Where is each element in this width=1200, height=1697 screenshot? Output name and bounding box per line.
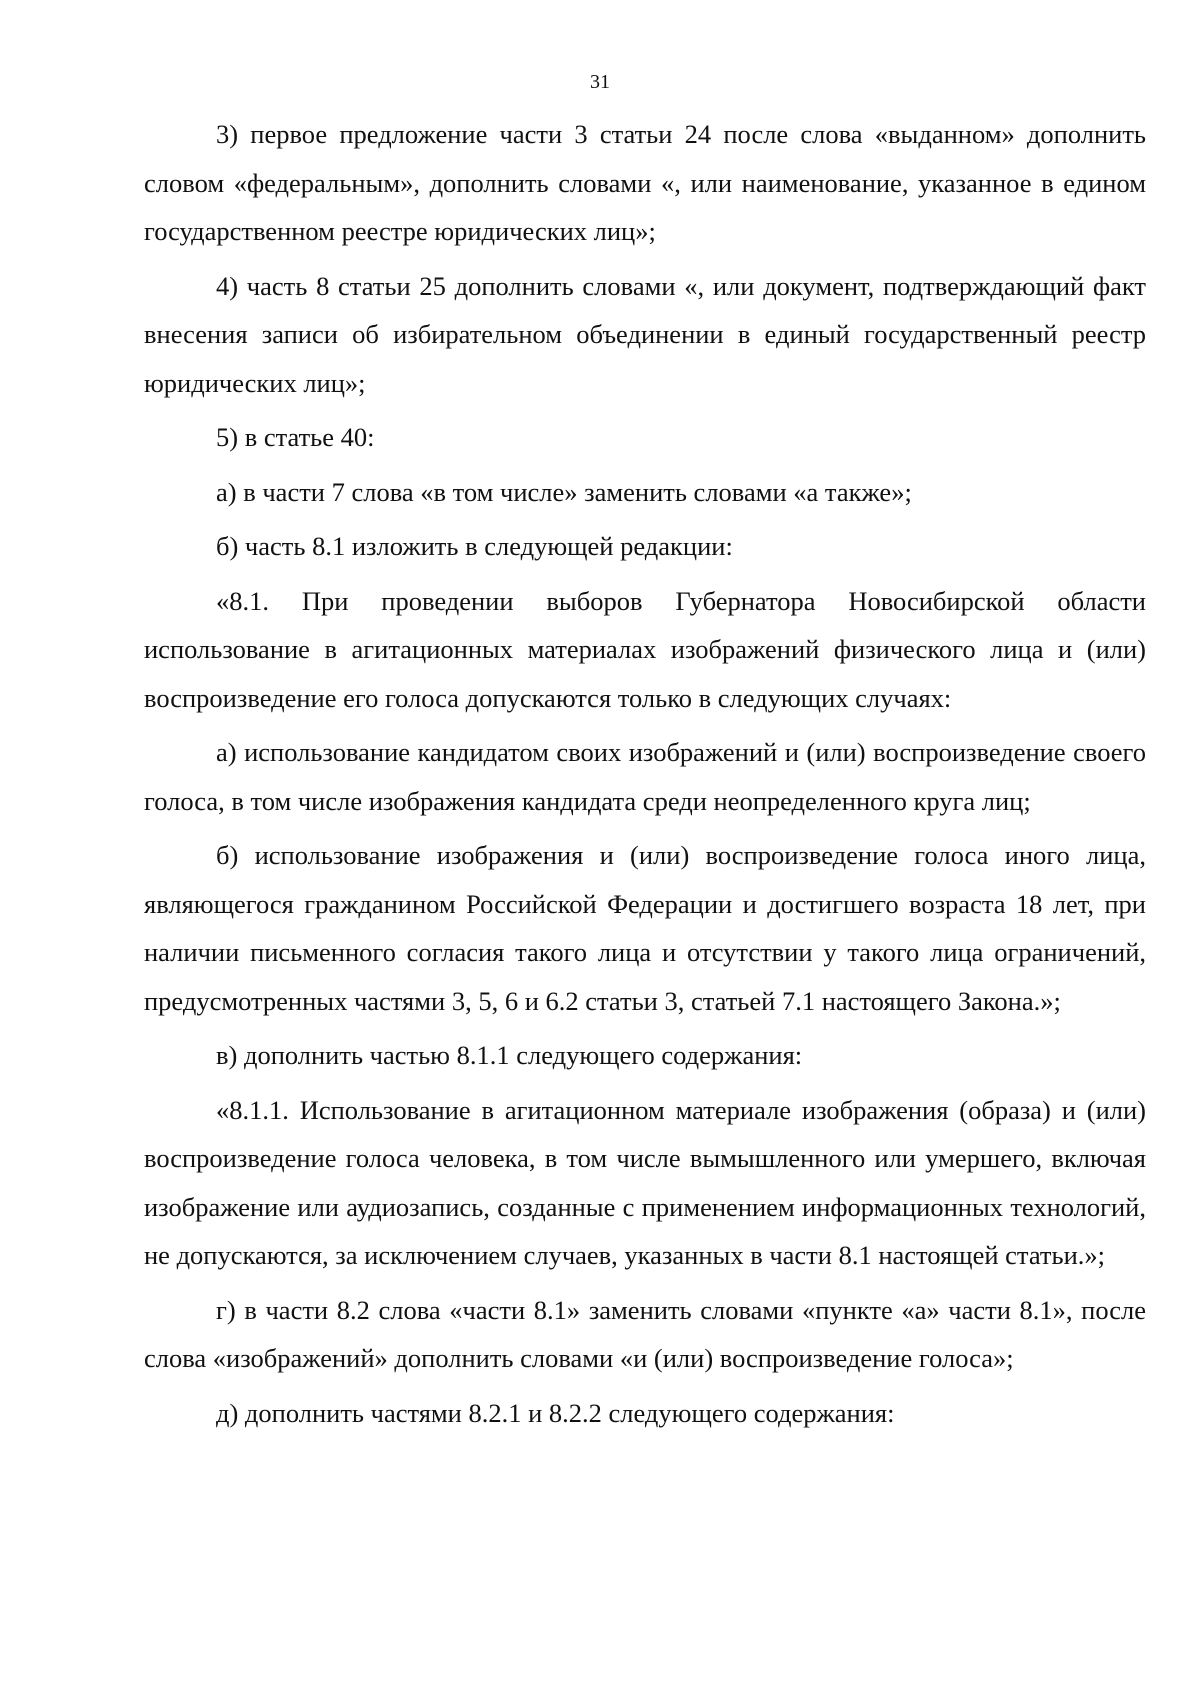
paragraph-subitem-b: б) часть 8.1 изложить в следующей редакции:: [216, 531, 733, 561]
page-number: 31: [590, 71, 610, 93]
paragraph-item-3: 3) первое предложение части 3 статьи 24 после слова «выданном» дополнить словом «федеральным», дополнить словами «, или наименование, указанное в едином государственном реестре юридических лиц»;: [144, 119, 1146, 246]
paragraph-subitem-d: д) дополнить частями 8.2.1 и 8.2.2 следующего содержания:: [216, 1397, 895, 1428]
paragraph-quote-8-1-1: «8.1.1. Использование в агитационном материале изображения (образа) и (или) воспроизведение голоса человека, в том числе вымышленного или умершего, включая изображение или аудиозапись, созданные с применением информационных технологий, не допускаются, за исключением случаев, указанных в части 8.1 настоящей статьи.»;: [144, 1094, 1146, 1270]
paragraph-subitem-a: а) в части 7 слова «в том числе» заменить словами «а также»;: [216, 476, 912, 507]
paragraph-quote-8-1-b: б) использование изображения и (или) воспроизведение голоса иного лица, являющегося гражданином Российской Федерации и достигшего возраста 18 лет, при наличии письменного согласия такого лица и отсутствии у такого лица ограничений, предусмотренных частями 3, 5, 6 и 6.2 статьи 3, статьей 7.1 настоящего Закона.»;: [144, 840, 1146, 1016]
paragraph-subitem-g: г) в части 8.2 слова «части 8.1» заменить словами «пункте «а» части 8.1», после слова «изображений» дополнить словами «и (или) воспроизведение голоса»;: [144, 1294, 1146, 1373]
paragraph-subitem-v: в) дополнить частью 8.1.1 следующего содержания:: [216, 1040, 803, 1070]
paragraph-quote-8-1-a: а) использование кандидатом своих изображений и (или) воспроизведение своего голоса, в том числе изображения кандидата среди неопределенного круга лиц;: [144, 737, 1146, 816]
paragraph-quote-8-1: «8.1. При проведении выборов Губернатора Новосибирской области использование в агитационных материалах изображений физического лица и (или) воспроизведение его голоса допускаются только в следующих случаях:: [144, 585, 1146, 713]
document-body: [144, 110, 1146, 1443]
paragraph-item-4: 4) часть 8 статьи 25 дополнить словами «, или документ, подтверждающий факт внесения записи об избирательном объединении в единый государственный реестр юридических лиц»;: [144, 270, 1146, 398]
paragraph-item-5: 5) в статье 40:: [216, 422, 375, 452]
